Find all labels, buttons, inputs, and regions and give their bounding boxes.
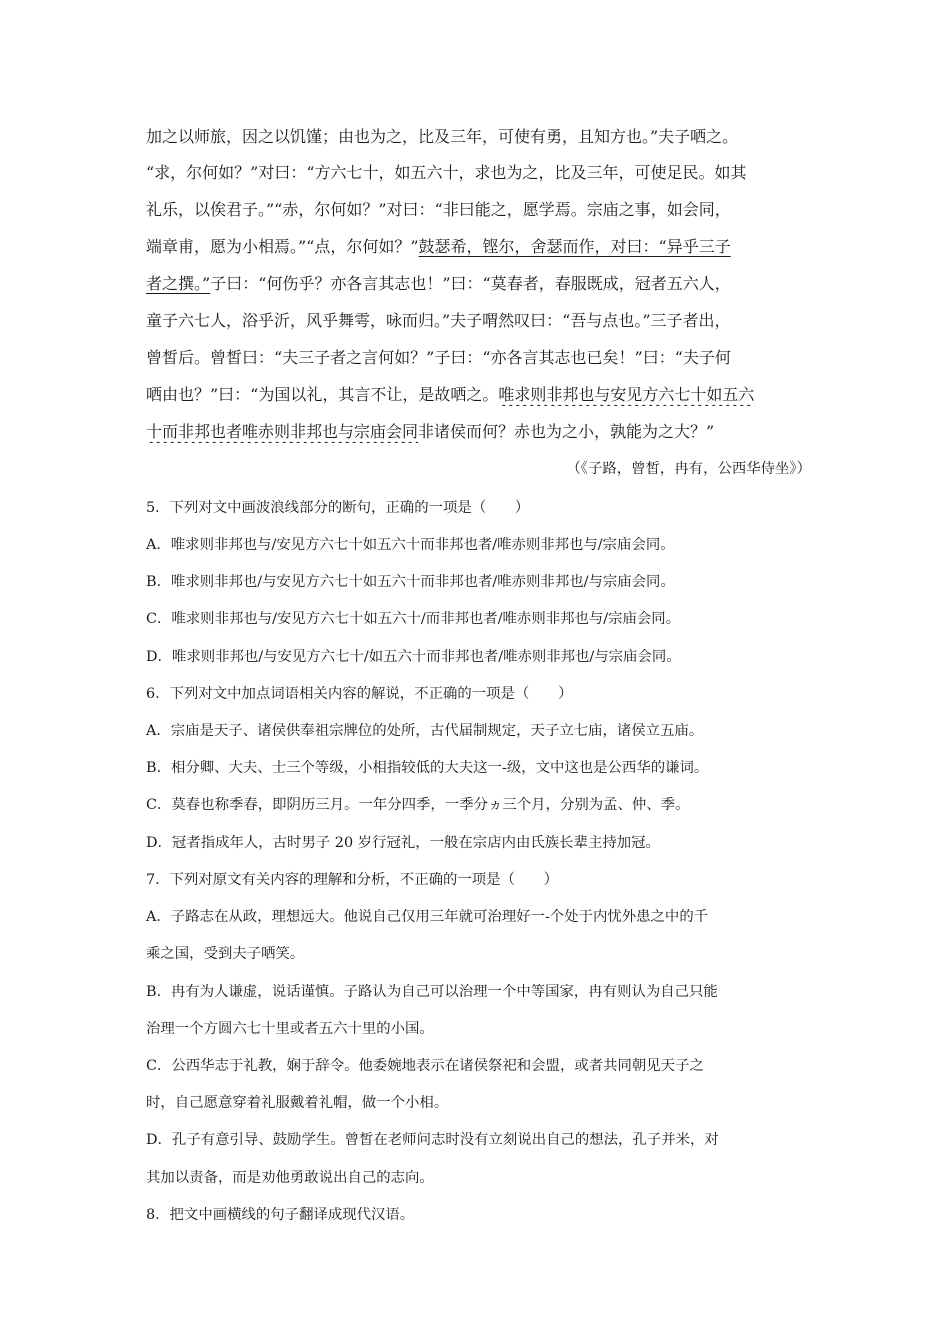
passage-text: 礼乐，以俟君子。”“赤，尔何如？”对曰：“非曰能之，愿学焉。宗庙之事，如会同， (146, 200, 731, 219)
question-7-option-a: A．子路志在从政，理想远大。他说自己仅用三年就可治理好一-个处于内忧外患之中的千 (146, 909, 709, 925)
passage-source: （《子路，曾皙，冉有，公西华侍坐》） (566, 461, 811, 477)
passage-text: 曾皙后。曾皙曰：“夫三子者之言何如？”子曰：“亦各言其志也已矣！”曰：“夫子何 (146, 348, 731, 367)
passage-line (146, 384, 811, 406)
passage-line (146, 421, 811, 443)
question-7-option-c-cont: 时，自己愿意穿着礼服戴着礼帽，做一个小相。 (146, 1095, 449, 1111)
question-6-stem: 6．下列对文中加点词语相关内容的解说，不正确的一项是（ ） (146, 686, 573, 702)
passage-text: 童子六七人，浴乎沂，风乎舞雩，咏而归。”夫子喟然叹曰：“吾与点也。”三子者出， (146, 311, 731, 330)
question-7-stem: 7．下列对原文有关内容的理解和分析，不正确的一项是（ ） (146, 872, 559, 888)
question-5-option-b: B．唯求则非邦也/与安见方六七十如五六十而非邦也者/唯赤则非邦也/与宗庙会同。 (146, 574, 675, 590)
question-7-option-b-cont: 治理一个方圆六七十里或者五六十里的小国。 (146, 1021, 434, 1037)
underlined-sentence: 者之撰。” (146, 274, 211, 293)
wavy-underlined-text: 十而非邦也者唯赤则非邦也与宗庙会同 (146, 422, 419, 441)
passage-text: “求，尔何如？”对曰：“方六七十，如五六十，求也为之，比及三年，可使足民。如其 (146, 163, 747, 182)
passage-line (146, 199, 811, 221)
question-5-option-a: A．唯求则非邦也与/安见方六七十如五六十而非邦也者/唯赤则非邦也与/宗庙会同。 (146, 537, 675, 553)
passage-line (146, 236, 811, 258)
question-7-option-b: B．冉有为人谦虚，说话谨慎。子路认为自己可以治理一个中等国家，冉有则认为自己只能 (146, 984, 718, 1000)
question-7-option-d-cont: 其加以责备，而是劝他勇敢说出自己的志向。 (146, 1170, 434, 1186)
underlined-sentence: 鼓瑟希，铿尔，舍瑟而作，对曰：“异乎三子 (418, 237, 731, 256)
question-7-option-d: D．孔子有意引导、鼓励学生。曾皙在老师问志时没有立刻说出自己的想法，孔子并米，对 (146, 1132, 719, 1148)
question-6-option-b: B．相分卿、大夫、士三个等级，小相指较低的大夫这一-级，文中这也是公西华的谦词。 (146, 760, 709, 776)
question-6-option-c: C．莫春也称季春，即阴历三月。一年分四季，一季分ヵ三个月，分别为孟、仲、季。 (146, 797, 690, 813)
question-5-option-d: D．唯求则非邦也/与安见方六七十/如五六十而非邦也者/唯赤则非邦也/与宗庙会同。 (146, 649, 681, 665)
question-5-option-c: C．唯求则非邦也与/安见方六七十如五六十/而非邦也者/唯赤则非邦也与/宗庙会同。 (146, 611, 681, 627)
passage-text: 非诸侯而何？赤也为之小，孰能为之大？” (418, 422, 715, 441)
passage-line (146, 347, 811, 369)
passage-line (146, 310, 811, 332)
question-6-option-a: A．宗庙是天子、诸侯供奉祖宗牌位的处所，古代届制规定，天子立七庙，诸侯立五庙。 (146, 723, 704, 739)
passage-text: 加之以师旅，因之以饥馑；由也为之，比及三年，可使有勇，且知方也。”夫子哂之。 (146, 127, 739, 146)
passage-text: 端章甫，愿为小相焉。”“点，尔何如？” (146, 237, 419, 256)
question-8-stem: 8．把文中画横线的句子翻译成现代汉语。 (146, 1207, 415, 1223)
passage-line (146, 126, 811, 148)
question-5-stem: 5．下列对文中画波浪线部分的断句，正确的一项是（ ） (146, 500, 530, 516)
question-7-option-c: C．公西华志于礼教，娴于辞令。他委婉地表示在诸侯祭祀和会盟，或者共同朝见天子之 (146, 1058, 704, 1074)
question-7-option-a-cont: 乘之国，受到夫子哂笑。 (146, 946, 305, 962)
wavy-underlined-text: 唯求则非邦也与安见方六七十如五六 (498, 385, 755, 404)
passage-text: 哂由也？”曰：“为国以礼，其言不让，是故哂之。 (146, 385, 499, 404)
passage-line (146, 273, 811, 295)
passage-text: 子曰：“何伤乎？亦各言其志也！”曰：“莫春者，春服既成，冠者五六人， (210, 274, 731, 293)
passage-line (146, 162, 811, 184)
question-6-option-d: D．冠者指成年人，古时男子 20 岁行冠礼，一般在宗店内由氏族长辈主持加冠。 (146, 835, 660, 851)
